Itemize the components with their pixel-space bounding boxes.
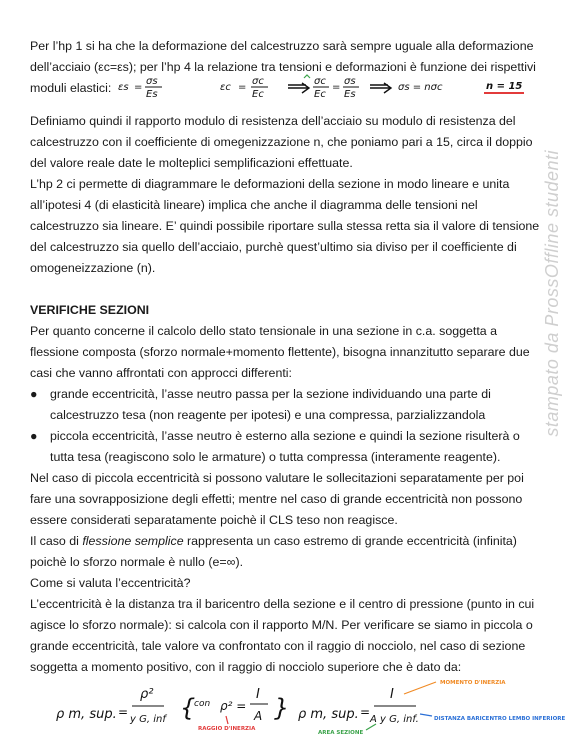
text-span: Il caso di bbox=[30, 534, 83, 548]
text-line: Per quanto concerne il calcolo dello stato tensionale in una sezione in c.a. soggetta a bbox=[30, 324, 498, 338]
formula-rho2: ρ² = bbox=[220, 699, 247, 713]
bullet-list bbox=[30, 384, 545, 468]
formula-num: σc bbox=[252, 76, 264, 87]
formula-den: Ec bbox=[314, 89, 326, 100]
question-line: Come si valuta l’eccentricità? bbox=[30, 576, 191, 590]
text-line: poichè lo sforzo normale è nullo (e=∞). bbox=[30, 555, 244, 569]
note-raggio-inerzia: RAGGIO D'INERZIA bbox=[198, 726, 256, 732]
text-line: casi che vanno affrontati con approcci differenti: bbox=[30, 366, 292, 380]
text-line: Nel caso di piccola eccentricità si possono valutare le sollecitazioni separatamente per poi bbox=[30, 471, 524, 485]
formula-con: con bbox=[194, 699, 211, 709]
formula-num: ρ² bbox=[140, 687, 154, 702]
italic-term: flessione semplice bbox=[82, 534, 184, 548]
formula-den: A y G, inf. bbox=[370, 714, 419, 725]
paragraph-flessione-semplice bbox=[30, 531, 545, 573]
bullet-icon: ● bbox=[30, 429, 38, 443]
text-line: L’eccentricità è la distanza tra il baricentro della sezione e il centro di pressione (punto in cui bbox=[30, 597, 535, 611]
formula-n-equals-15: n = 15 bbox=[486, 81, 523, 92]
text-line: piccola eccentricità, l’asse neutro è esterno alla sezione e quindi la sezione risulterà o bbox=[50, 429, 520, 443]
document-body bbox=[30, 36, 545, 678]
equals-sign: = bbox=[360, 705, 371, 719]
text-line: fare una sovrapposizione degli effetti; mentre nel caso di grande eccentricità non possono bbox=[30, 492, 523, 506]
text-line: Definiamo quindi il rapporto modulo di resistenza dell’acciaio su modulo di resistenza del bbox=[30, 114, 516, 128]
text-line: del valore reale date le molteplici semplificazioni effettuate. bbox=[30, 156, 353, 170]
text-line: tutta tesa (reagiscono solo le armature) o tutta compressa (interamente reagente). bbox=[50, 450, 501, 464]
text-line: omogeneizzazione (n). bbox=[30, 261, 156, 275]
formula-den: Ec bbox=[252, 89, 264, 100]
text-line: dell’acciaio (εc=εs); per l’hp 4 la relazione tra tensioni e deformazioni è funzione dei rispettivi bbox=[30, 60, 536, 74]
equals-sign: = bbox=[238, 82, 247, 93]
formula-rho-sup: ρ m, sup. bbox=[298, 707, 359, 722]
text-span: rappresenta un caso estremo di grande eccentricità (infinita) bbox=[183, 534, 517, 548]
text-line: L’hp 2 ci permette di diagrammare le deformazioni della sezione in modo lineare e unita bbox=[30, 177, 510, 191]
text-line: calcestruzzo tesa (non reagente per ipotesi) e una compressa, parzializzandola bbox=[50, 408, 486, 422]
paragraph-piccola-eccentricita bbox=[30, 468, 545, 531]
formula-num: σs bbox=[344, 76, 356, 87]
text-line: calcestruzzo con il coefficiente di omegenizzazione n, che poniamo pari a 15, circa il doppio bbox=[30, 135, 533, 149]
formula-num: I bbox=[390, 687, 394, 702]
text-line: all’ipotesi 4 (di elasticità lineare) implica che anche il diagramma delle tensioni nel bbox=[30, 198, 478, 212]
handwritten-formulas-nocciolo bbox=[48, 676, 566, 736]
text-line: moduli elastici: bbox=[30, 81, 112, 95]
equals-sign: = bbox=[332, 82, 341, 93]
text-line bbox=[30, 531, 545, 552]
section-heading: VERIFICHE SEZIONI bbox=[30, 303, 150, 317]
formula-den: y G, inf bbox=[130, 714, 166, 725]
formula-den: Es bbox=[146, 89, 158, 100]
equals-sign: = bbox=[134, 82, 143, 93]
text-line: calcestruzzo sia lineare. E’ quindi possibile riportare sulla stessa retta sia il valore di tensione bbox=[30, 219, 540, 233]
note-area-sezione: AREA SEZIONE bbox=[318, 730, 364, 736]
text-line: flessione composta (sforzo normale+momento flettente), bisogna innanzitutto separare due bbox=[30, 345, 530, 359]
formula-eps-s: εs bbox=[118, 82, 129, 93]
text-line: del calcestruzzo sia quello dell’acciaio, purchè quest’ultimo sia diviso per il coefficiente di bbox=[30, 240, 517, 254]
paragraph-hp2 bbox=[30, 174, 545, 279]
formula-rho-sup: ρ m, sup. bbox=[56, 707, 117, 722]
handwritten-formulas-elastic bbox=[118, 74, 548, 100]
paragraph-omogeneizzazione bbox=[30, 111, 545, 174]
text-line: agisce lo sforzo normale): si calcola con il rapporto M/N. Per verificare se siamo in piccola o bbox=[30, 618, 533, 632]
formula-den: A bbox=[254, 709, 263, 723]
list-item bbox=[30, 426, 545, 447]
equals-sign: = bbox=[118, 705, 129, 719]
formula-num: I bbox=[256, 687, 260, 702]
text-line: soggetta a momento positivo, con il raggio di nocciolo superiore che è dato da: bbox=[30, 660, 462, 674]
list-item bbox=[30, 384, 545, 405]
bullet-icon: ● bbox=[30, 387, 38, 401]
formula-num: σc bbox=[314, 76, 326, 87]
watermark: stampato da ProssOffline studenti bbox=[542, 150, 562, 437]
formula-num: σs bbox=[146, 76, 158, 87]
text-line: grande eccentricità, l’asse neutro passa per la sezione individuando una parte di bbox=[50, 387, 491, 401]
paragraph-eccentricita bbox=[30, 594, 545, 678]
formula-sigma-s: σs = nσc bbox=[398, 82, 443, 93]
list-item-continuation bbox=[30, 405, 545, 426]
text-line: grande eccentricità, tale valore va confrontato con il raggio di nocciolo, nel caso di sezione bbox=[30, 639, 526, 653]
brace-close: } bbox=[274, 694, 290, 722]
brace-open: { bbox=[180, 694, 196, 722]
text-line: essere considerati separatamente poichè il CLS teso non reagisce. bbox=[30, 513, 398, 527]
list-item-continuation bbox=[30, 447, 545, 468]
formula-den: Es bbox=[344, 89, 356, 100]
note-momento-inerzia: MOMENTO D'INERZIA bbox=[440, 680, 506, 686]
text-line: Per l’hp 1 si ha che la deformazione del calcestruzzo sarà sempre uguale alla deformazione bbox=[30, 39, 534, 53]
paragraph-intro-verifiche bbox=[30, 321, 545, 384]
note-distanza: DISTANZA BARICENTRO LEMBO INFERIORE bbox=[434, 716, 566, 722]
formula-eps-c: εc bbox=[220, 82, 231, 93]
